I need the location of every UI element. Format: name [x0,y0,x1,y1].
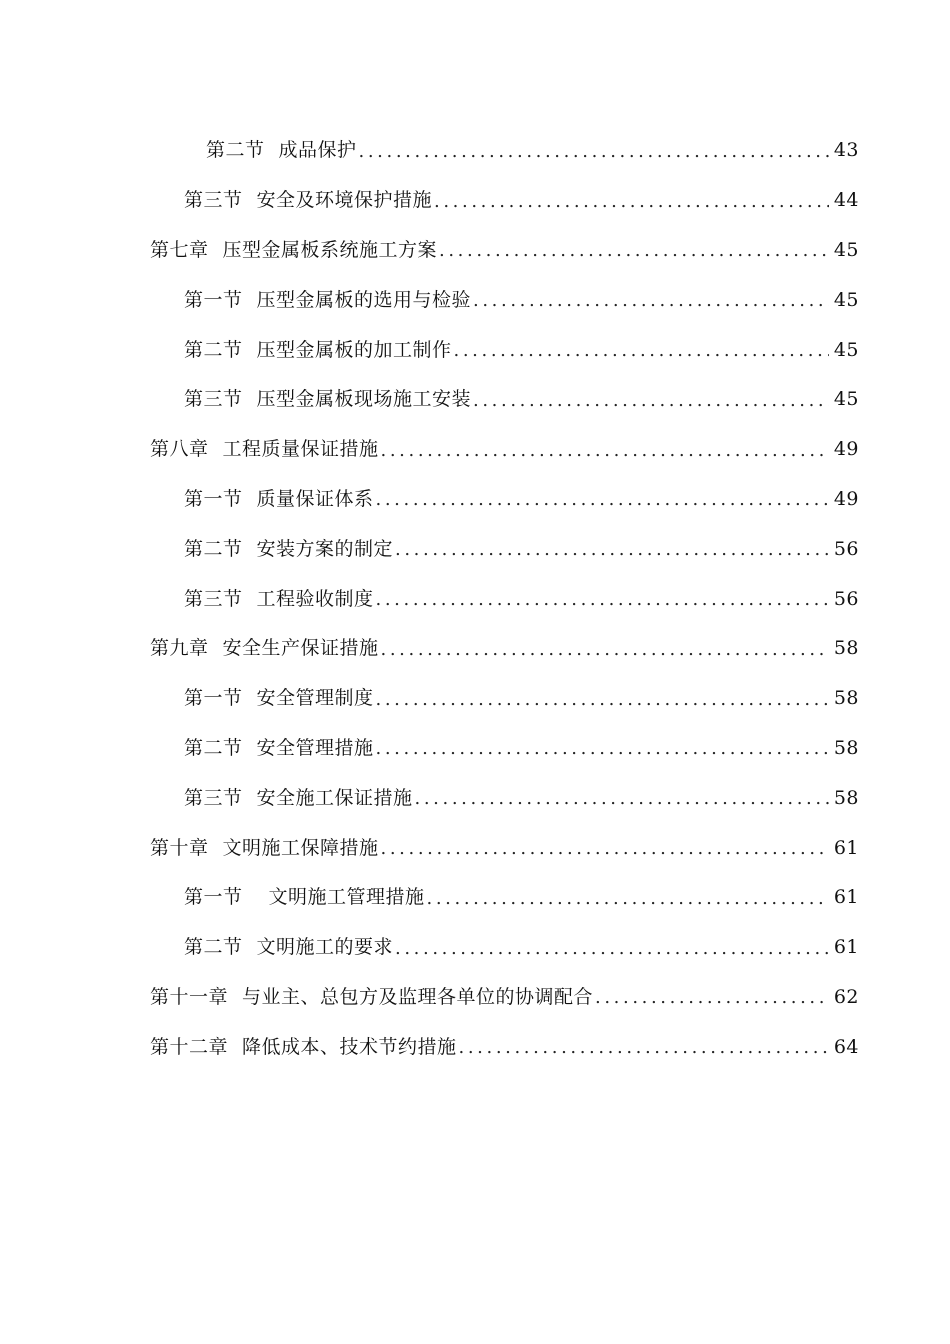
toc-entry-number: 第二节 [206,139,265,162]
toc-entry-label [184,390,471,409]
toc-entry-number: 第二节 [184,736,243,759]
toc-entry-title: 质量保证体系 [256,487,374,510]
dot-leader [381,641,829,659]
toc-entry-label [184,736,374,759]
toc-entry-label [184,288,472,311]
dot-leader [376,691,829,709]
toc-entry-page: 45 [833,288,859,311]
toc-entry-label [150,440,379,459]
toc-entry[interactable] [0,325,950,375]
toc-entry[interactable] [0,375,950,425]
toc-entry[interactable] [0,674,950,724]
toc-entry-title: 安全施工保证措施 [256,786,413,809]
dot-leader [473,392,829,410]
dot-leader [434,193,829,211]
toc-entry-page: 49 [833,487,859,510]
dot-leader [376,740,829,758]
toc-entry-page: 62 [833,985,859,1008]
toc-entry-title: 压型金属板系统施工方案 [222,238,438,261]
toc-entry[interactable] [0,724,950,774]
toc-entry-number: 第十二章 [150,1035,229,1058]
dot-leader [595,989,829,1007]
dot-leader [439,242,829,260]
toc-entry-title: 压型金属板的加工制作 [256,338,452,361]
toc-entry-label [184,587,374,610]
toc-entry-page: 58 [833,687,859,710]
toc-entry-number: 第三节 [184,189,243,212]
toc-entry[interactable] [0,823,950,873]
dot-leader [376,591,829,609]
dot-leader [395,541,829,559]
toc-entry-label [184,487,374,510]
toc-entry[interactable] [0,773,950,823]
toc-entry-title: 压型金属板的选用与检验 [256,288,472,311]
toc-entry-page: 58 [833,637,859,660]
dot-leader [381,442,829,460]
toc-entry-title: 安全管理制度 [256,687,374,710]
toc-entry-number: 第三节 [184,786,243,809]
toc-entry-title: 压型金属板现场施工安装 [256,388,472,411]
toc-entry-label [150,836,379,859]
toc-entry-label [184,938,393,957]
toc-entry[interactable] [0,275,950,325]
toc-entry-title: 安全及环境保护措施 [256,189,433,212]
toc-entry-number: 第二节 [184,936,243,959]
toc-entry-label [150,985,594,1008]
toc-entry-number: 第三节 [184,587,243,610]
toc-entry[interactable] [0,574,950,624]
toc-entry-number: 第二节 [184,537,243,560]
toc-entry-number: 第一节 [184,687,243,710]
dot-leader [359,143,829,161]
toc-entry[interactable] [0,923,950,973]
toc-entry[interactable] [0,973,950,1023]
dot-leader [427,890,829,908]
toc-entry-page: 45 [833,338,859,361]
toc-entry[interactable] [0,624,950,674]
toc-entry-page: 58 [833,736,859,759]
toc-entry-number: 第二节 [184,338,243,361]
toc-entry-number: 第九章 [150,637,209,660]
toc-entry[interactable] [0,524,950,574]
toc-entry-label [150,238,438,261]
toc-entry-title: 降低成本、技术节约措施 [242,1035,457,1058]
toc-entry[interactable] [0,1022,950,1072]
toc-entry[interactable] [0,126,950,176]
toc-entry-label [184,338,452,361]
toc-entry-title: 工程验收制度 [256,587,374,610]
toc-entry-number: 第十一章 [150,985,229,1008]
toc-entry-number: 第一节 [184,288,243,311]
dot-leader [376,491,829,509]
dot-leader [415,790,829,808]
toc-entry-number: 第一节 [184,487,243,510]
toc-entry-label [150,1035,457,1058]
toc-entry-page: 56 [833,537,859,560]
toc-entry-title: 文明施工管理措施 [268,886,425,909]
toc-entry-page: 64 [833,1035,859,1058]
toc-entry-title: 文明施工的要求 [256,936,394,959]
toc-entry-title: 成品保护 [278,139,357,162]
toc-entry-label [184,191,432,210]
toc-entry-number: 第十章 [150,836,209,859]
toc-entry-label [150,639,379,658]
toc-entry-page: 61 [833,886,859,909]
toc-entry-number: 第一节 [184,886,243,909]
toc-entry-title: 工程质量保证措施 [222,438,379,461]
toc-entry-label [184,786,413,809]
toc-entry-page: 49 [833,438,859,461]
toc-entry-label [184,689,374,708]
toc-entry-page: 44 [833,189,859,212]
dot-leader [473,292,829,310]
toc-entry-label [206,141,357,160]
dot-leader [454,342,829,360]
dot-leader [381,840,829,858]
toc-entry-number: 第三节 [184,388,243,411]
toc-entry-label [184,537,394,560]
toc-entry[interactable] [0,226,950,276]
toc-entry-title: 安全生产保证措施 [222,637,379,660]
toc-entry-title: 安全管理措施 [256,736,374,759]
toc-entry-label [184,888,425,907]
toc-entry[interactable] [0,873,950,923]
dot-leader [395,940,829,958]
toc-entry[interactable] [0,475,950,525]
toc-entry-page: 45 [833,388,859,411]
toc-entry-page: 61 [833,836,859,859]
toc-entry-page: 61 [833,936,859,959]
toc-entry-page: 43 [833,139,859,162]
toc-entry-title: 文明施工保障措施 [222,836,379,859]
toc-entry-number: 第八章 [150,438,209,461]
table-of-contents [0,126,950,1072]
toc-entry[interactable] [0,425,950,475]
toc-entry-page: 45 [833,238,859,261]
toc-entry-page: 58 [833,786,859,809]
toc-entry-title: 安装方案的制定 [256,537,394,560]
dot-leader [459,1039,829,1057]
toc-entry-number: 第七章 [150,238,209,261]
toc-entry[interactable] [0,176,950,226]
toc-entry-page: 56 [833,587,859,610]
toc-entry-title: 与业主、总包方及监理各单位的协调配合 [242,985,594,1008]
